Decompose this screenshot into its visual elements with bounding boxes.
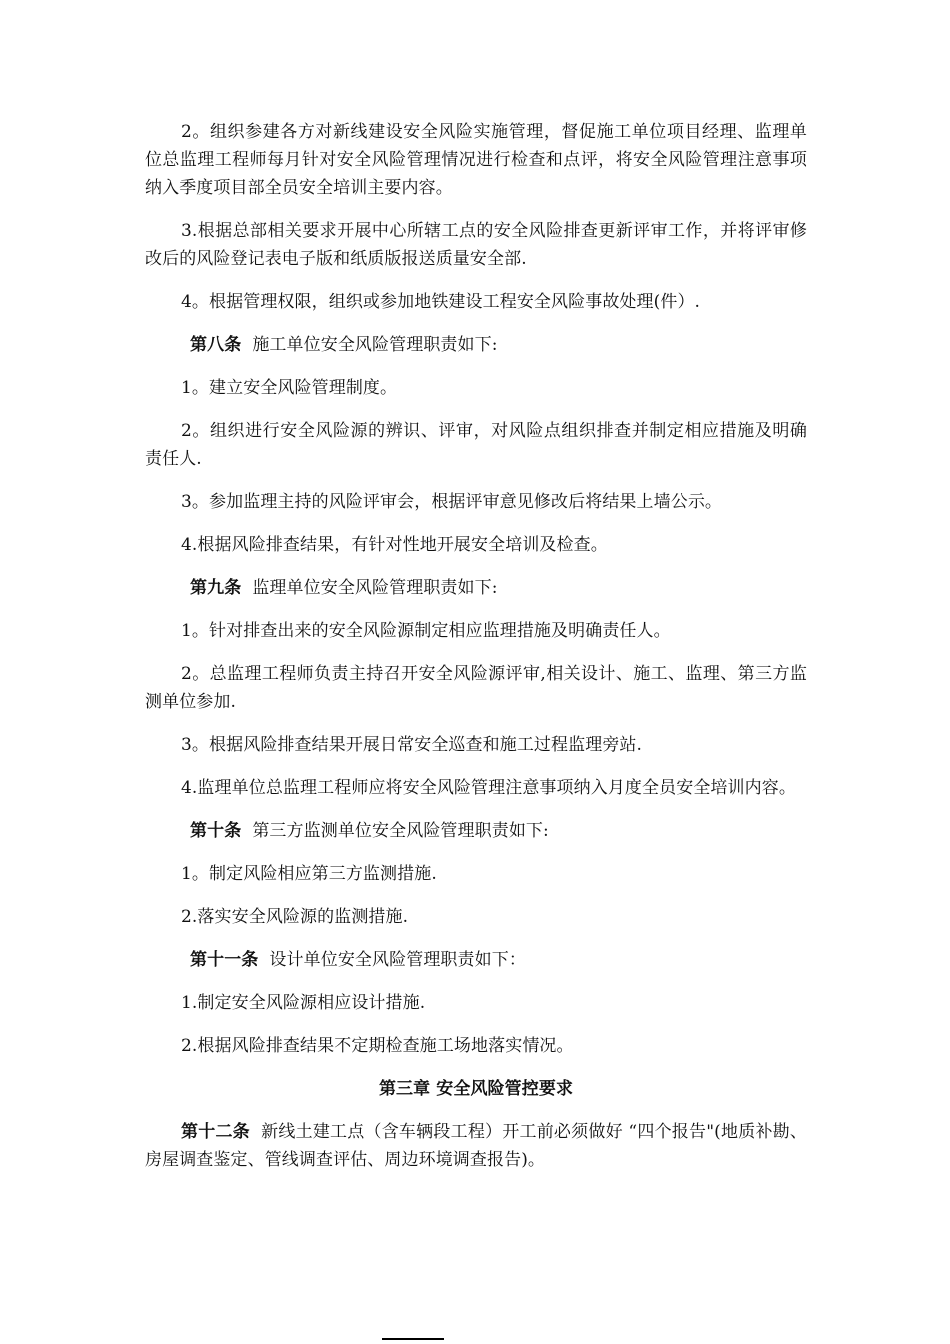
paragraph-item: 1.制定安全风险源相应设计措施. xyxy=(181,993,426,1013)
paragraph-item: 1。制定风险相应第三方监测措施. xyxy=(181,864,437,884)
article-number: 第十一条 xyxy=(190,950,259,970)
chapter-heading: 第三章 安全风险管控要求 xyxy=(378,1079,574,1099)
article-number: 第十二条 xyxy=(181,1122,250,1142)
paragraph-item: 2。组织参建各方对新线建设安全风险实施管理，督促施工单位项目经理、监理单位总监理工程师每月针对安全风险管理情况进行检查和点评，将安全风险管理注意事项纳入季度项目部全员安全培训主要内容。 xyxy=(145,122,807,198)
paragraph-item: 2.根据风险排查结果不定期检查施工场地落实情况。 xyxy=(181,1036,574,1056)
paragraph-item: 2。组织进行安全风险源的辨识、评审，对风险点组织排查并制定相应措施及明确责任人. xyxy=(145,421,807,469)
paragraph-item: 1。建立安全风险管理制度。 xyxy=(181,378,398,398)
article-text: 设计单位安全风险管理职责如下： xyxy=(269,950,526,970)
article-paragraph xyxy=(145,1118,807,1174)
paragraph-item: 2.落实安全风险源的监测措施. xyxy=(181,907,409,927)
paragraph-item: 2。总监理工程师负责主持召开安全风险源评审,相关设计、施工、监理、第三方监测单位参加. xyxy=(145,664,807,712)
article-heading xyxy=(145,946,807,974)
article-text: 施工单位安全风险管理职责如下: xyxy=(252,335,498,355)
paragraph-item: 3。参加监理主持的风险评审会，根据评审意见修改后将结果上墙公示。 xyxy=(181,492,723,512)
paragraph-item: 1。针对排查出来的安全风险源制定相应监理措施及明确责任人。 xyxy=(181,621,671,641)
paragraph-item: 4.根据风险排查结果，有针对性地开展安全培训及检查。 xyxy=(181,535,608,555)
paragraph-item: 4。根据管理权限，组织或参加地铁建设工程安全风险事故处理(件）. xyxy=(181,292,701,312)
article-heading xyxy=(145,817,807,845)
article-number: 第九条 xyxy=(190,578,242,598)
paragraph-item: 3.根据总部相关要求开展中心所辖工点的安全风险排查更新评审工作，并将评审修改后的风险登记表电子版和纸质版报送质量安全部. xyxy=(145,221,807,269)
paragraph-item: 3。根据风险排查结果开展日常安全巡查和施工过程监理旁站. xyxy=(181,735,643,755)
article-heading xyxy=(145,574,807,602)
footer-divider xyxy=(382,1338,444,1340)
document-body xyxy=(145,118,807,1189)
article-text: 新线土建工点（含车辆段工程）开工前必须做好 “四个报告"(地质补勘、房屋调查鉴定、管线调查评估、周边环境调查报告)。 xyxy=(145,1122,807,1170)
article-text: 第三方监测单位安全风险管理职责如下: xyxy=(252,821,549,841)
article-number: 第八条 xyxy=(190,335,242,355)
article-number: 第十条 xyxy=(190,821,242,841)
article-text: 监理单位安全风险管理职责如下: xyxy=(252,578,498,598)
article-heading xyxy=(145,331,807,359)
paragraph-item: 4.监理单位总监理工程师应将安全风险管理注意事项纳入月度全员安全培训内容。 xyxy=(181,778,796,798)
